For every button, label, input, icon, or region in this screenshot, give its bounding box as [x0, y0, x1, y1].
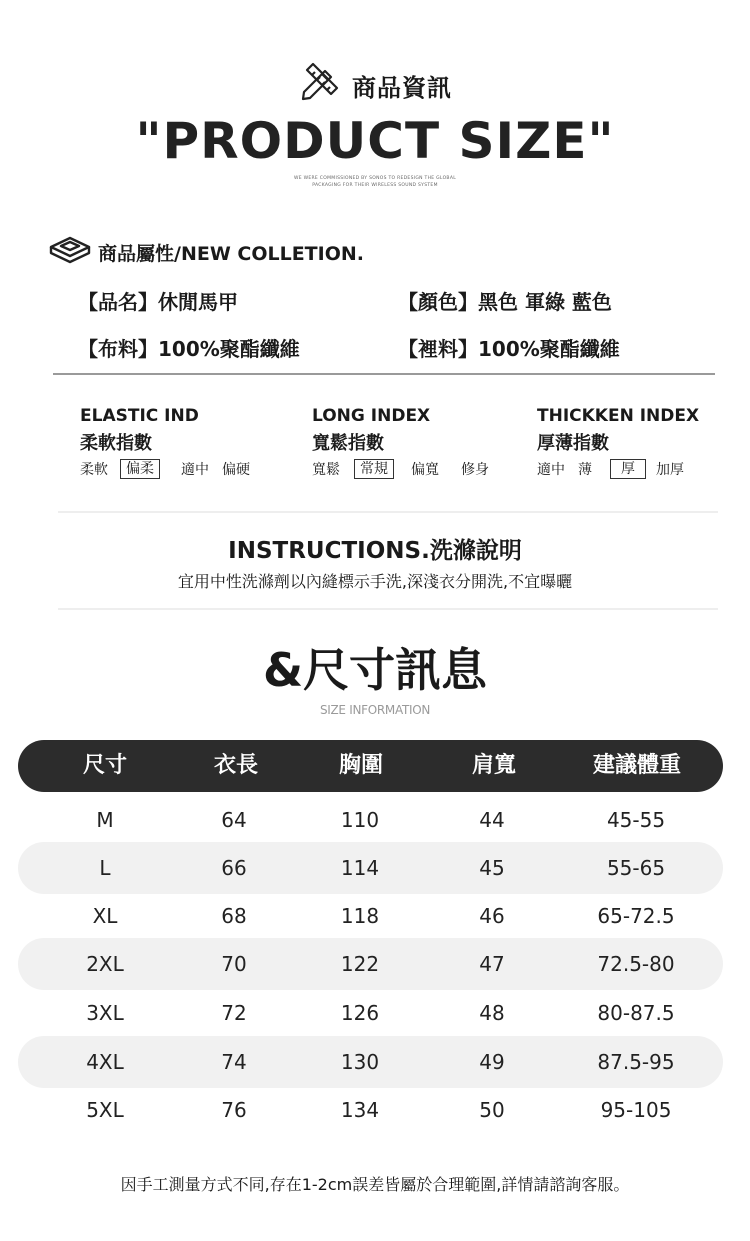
size-info-title: &尺寸訊息 — [262, 643, 488, 697]
table-row — [18, 842, 723, 894]
cell-length: 68 — [221, 904, 247, 928]
table-row — [18, 794, 723, 846]
cell-weight: 65-72.5 — [597, 904, 675, 928]
cell-size: L — [99, 856, 111, 880]
cell-size: 2XL — [86, 952, 124, 976]
cell-length: 70 — [221, 952, 247, 976]
elastic-option-1: 柔軟 — [80, 462, 108, 478]
cell-length: 64 — [221, 808, 247, 832]
thickness-option-4: 加厚 — [656, 462, 684, 478]
long-option-4: 修身 — [461, 462, 489, 478]
box-icon — [48, 234, 92, 270]
elastic-index-options — [80, 459, 250, 479]
tiny-caption-line-2: PACKAGING FOR THEIR WIRELESS SOUND SYSTEM — [312, 183, 438, 188]
long-index-subtitle: 寬鬆指數 — [312, 433, 384, 454]
cell-size: XL — [92, 904, 118, 928]
cell-weight: 45-55 — [606, 808, 666, 832]
thickness-option-2: 薄 — [578, 462, 592, 478]
elastic-option-4: 偏硬 — [222, 462, 250, 478]
pencil-ruler-icon — [298, 62, 340, 108]
measurement-note: 因手工測量方式不同,存在1-2cm誤差皆屬於合理範圍,詳情請諮詢客服。 — [120, 1175, 630, 1194]
cell-chest: 134 — [340, 1098, 380, 1122]
thickness-index-options — [537, 459, 684, 479]
elastic-option-2-selected: 偏柔 — [120, 459, 160, 479]
cell-length: 74 — [221, 1050, 247, 1074]
product-name: 【品名】休閒馬甲 — [78, 290, 238, 314]
size-info-subtitle: SIZE INFORMATION — [319, 703, 431, 717]
thickness-option-3-selected: 厚 — [610, 459, 646, 479]
product-size-title: "PRODUCT SIZE" — [135, 112, 615, 170]
cell-shoulder: 46 — [479, 904, 505, 928]
cell-length: 66 — [221, 856, 247, 880]
divider — [58, 608, 718, 610]
thickness-index-title: THICKKEN INDEX — [537, 406, 700, 426]
cell-length: 76 — [221, 1098, 247, 1122]
cell-shoulder: 44 — [479, 808, 505, 832]
header-shoulder: 肩寬 — [471, 753, 517, 778]
header-chest: 胸圍 — [338, 753, 384, 778]
divider — [58, 511, 718, 513]
cell-shoulder: 47 — [479, 952, 505, 976]
header-size: 尺寸 — [82, 753, 128, 778]
cell-chest: 114 — [340, 856, 380, 880]
instructions-text: 宜用中性洗滌劑以內縫標示手洗,深淺衣分開洗,不宜曝曬 — [177, 572, 573, 591]
table-row — [18, 1084, 723, 1136]
header-weight: 建議體重 — [592, 753, 682, 778]
header-length: 衣長 — [213, 753, 259, 778]
attributes-heading-text: 商品屬性/NEW COLLETION. — [98, 242, 364, 265]
cell-size: 5XL — [86, 1098, 124, 1122]
divider — [53, 373, 715, 375]
table-row — [18, 987, 723, 1039]
elastic-option-3: 適中 — [181, 462, 209, 478]
cell-chest: 122 — [340, 952, 380, 976]
cell-shoulder: 50 — [479, 1098, 505, 1122]
cell-weight: 80-87.5 — [597, 1001, 675, 1025]
header-title: 商品資訊 — [352, 73, 452, 102]
cell-size: 3XL — [86, 1001, 124, 1025]
cell-shoulder: 49 — [479, 1050, 505, 1074]
cell-weight: 55-65 — [606, 856, 666, 880]
product-lining: 【裡料】100%聚酯纖維 — [398, 337, 620, 361]
elastic-index-subtitle: 柔軟指數 — [80, 433, 152, 454]
cell-chest: 130 — [340, 1050, 380, 1074]
cell-size: M — [96, 808, 114, 832]
thickness-index-subtitle: 厚薄指數 — [537, 433, 609, 454]
long-option-1: 寬鬆 — [312, 462, 340, 478]
table-row — [18, 938, 723, 990]
product-fabric: 【布料】100%聚酯纖維 — [78, 337, 300, 361]
tiny-caption-line-1: WE WERE COMMISSIONED BY SONOS TO REDESIGN THE GLOBAL — [293, 176, 456, 181]
cell-size: 4XL — [86, 1050, 124, 1074]
cell-shoulder: 48 — [479, 1001, 505, 1025]
cell-weight: 72.5-80 — [597, 952, 675, 976]
product-color: 【顏色】黑色 軍綠 藍色 — [398, 290, 612, 314]
long-index-options — [312, 459, 489, 479]
table-row — [18, 890, 723, 942]
long-index-title: LONG INDEX — [312, 406, 431, 426]
table-row — [18, 1036, 723, 1088]
cell-length: 72 — [221, 1001, 247, 1025]
size-table-header — [18, 740, 723, 792]
attributes-heading — [48, 234, 364, 270]
cell-weight: 87.5-95 — [597, 1050, 675, 1074]
instructions-title: INSTRUCTIONS.洗滌說明 — [228, 538, 522, 564]
cell-chest: 126 — [340, 1001, 380, 1025]
cell-chest: 110 — [340, 808, 380, 832]
cell-weight: 95-105 — [600, 1098, 672, 1122]
cell-shoulder: 45 — [479, 856, 505, 880]
long-option-3: 偏寬 — [411, 462, 439, 478]
cell-chest: 118 — [340, 904, 380, 928]
header-title-row — [0, 62, 750, 108]
thickness-option-1: 適中 — [537, 462, 565, 478]
long-option-2-selected: 常規 — [354, 459, 394, 479]
elastic-index-title: ELASTIC IND — [80, 406, 199, 426]
